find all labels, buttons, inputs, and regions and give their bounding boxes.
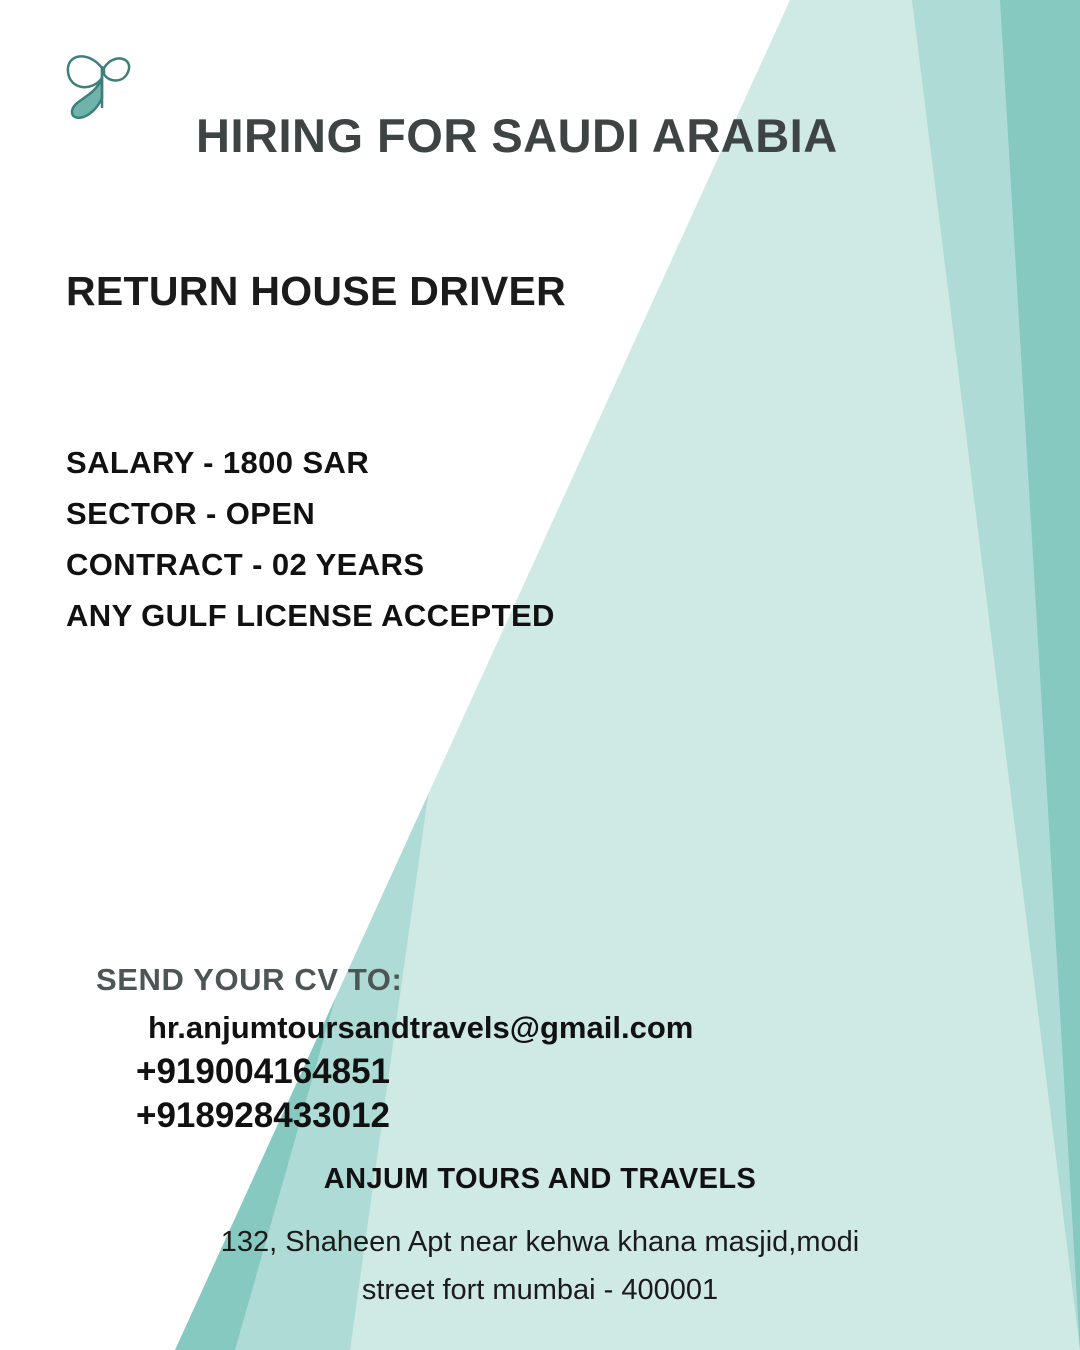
company-address bbox=[0, 1218, 1080, 1314]
job-details-list bbox=[66, 437, 555, 641]
send-cv-label: SEND YOUR CV TO: bbox=[96, 962, 403, 997]
page-title: HIRING FOR SAUDI ARABIA bbox=[196, 109, 838, 162]
contact-phone-primary[interactable]: +919004164851 bbox=[136, 1052, 391, 1091]
address-line-1: 132, Shaheen Apt near kehwa khana masjid,modi bbox=[220, 1226, 860, 1258]
list-item: ANY GULF LICENSE ACCEPTED bbox=[66, 598, 555, 633]
contact-phone-secondary[interactable]: +918928433012 bbox=[136, 1096, 391, 1135]
contact-email[interactable]: hr.anjumtoursandtravels@gmail.com bbox=[148, 1010, 694, 1045]
list-item: SALARY - 1800 SAR bbox=[66, 445, 370, 480]
company-name: ANJUM TOURS AND TRAVELS bbox=[323, 1163, 757, 1195]
list-item: CONTRACT - 02 YEARS bbox=[66, 547, 425, 582]
address-line-2: street fort mumbai - 400001 bbox=[361, 1274, 719, 1306]
job-title: RETURN HOUSE DRIVER bbox=[66, 268, 567, 314]
list-item: SECTOR - OPEN bbox=[66, 496, 316, 531]
